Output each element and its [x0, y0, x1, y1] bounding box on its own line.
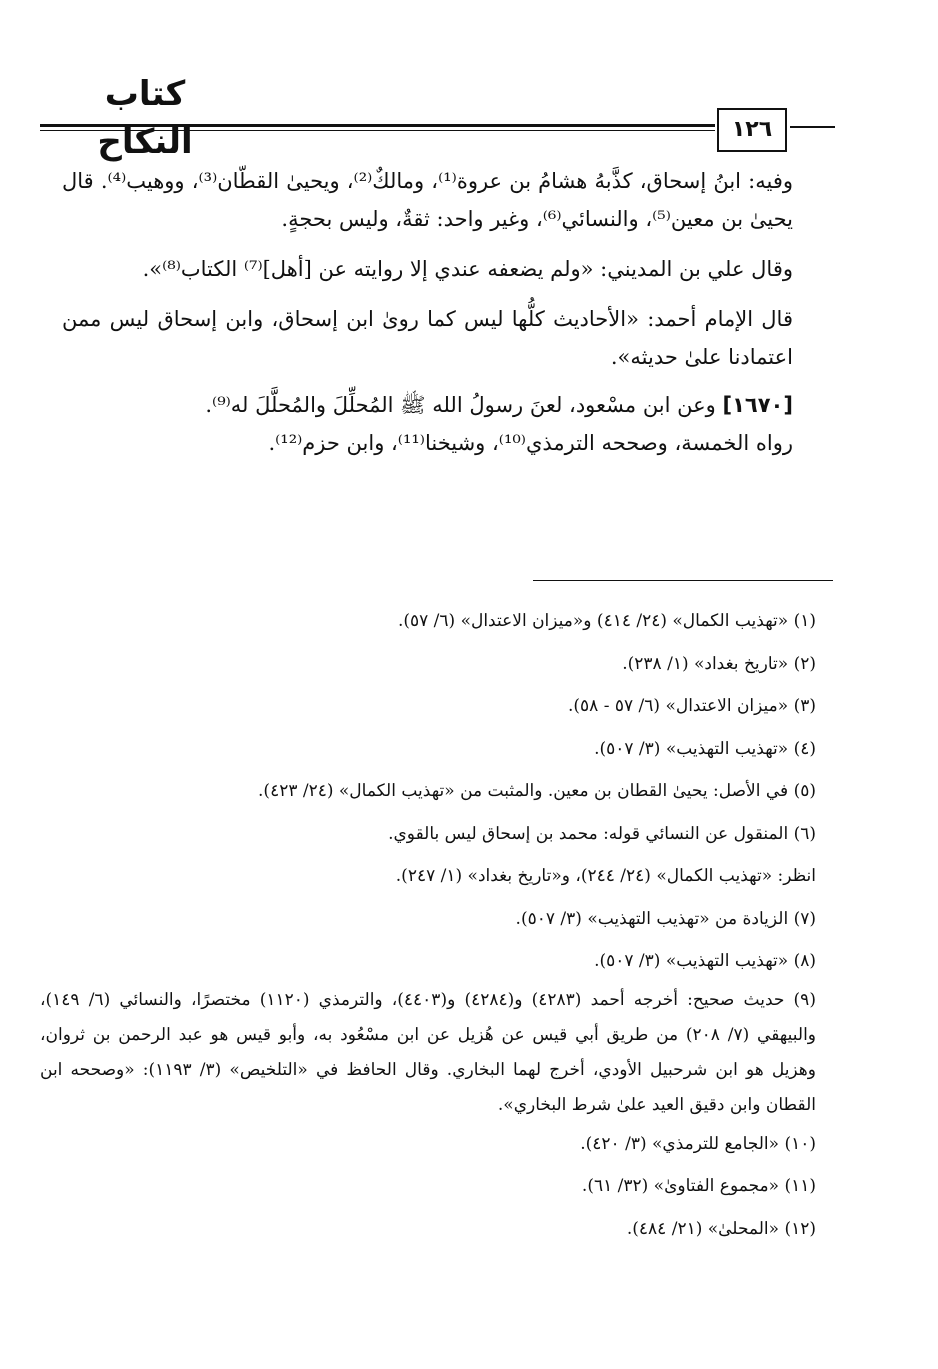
header-rule-right [790, 126, 835, 128]
footnote: (٣) «ميزان الاعتدال» (٦/ ٥٧ - ٥٨). [568, 696, 816, 716]
main-text [62, 162, 838, 462]
running-header-title: كتاب النكاح [97, 74, 193, 162]
header-rule-thick [40, 124, 715, 127]
hadith-paragraph [62, 386, 838, 424]
footnote: (٩) حديث صحيح: أخرجه أحمد (٤٢٨٣) و(٤٢٨٤) و(٤٤٠٣)، والترمذي (١١٢٠) مختصرًا، والنسائي (٦/ ١٤٩)، والبيهقي (٧/ ٢٠٨) من طريق أبي قيس عن هُزيل عن ابن مسْعُود به، وأبو قيس هو عبد الرحمن بن ثروان، وهزيل هو ابن شرحبيل الأودي، أخرج لهما البخاري. وقال الحافظ في «التلخيص» (٣/ ١١٩٣): «وصححه ابن القطان وابن دقيق العيد علىٰ شرط البخاري». [40, 989, 816, 1115]
paragraph: رواه الخمسة، وصححه الترمذي⁽¹⁰⁾، وشيخنا⁽¹¹⁾، وابن حزم⁽¹²⁾. [268, 431, 793, 455]
footnote: (٤) «تهذيب التهذيب» (٣/ ٥٠٧). [594, 738, 816, 759]
footnote-separator [533, 580, 833, 581]
footnote: (١٢) «المحلىٰ» (٢١/ ٤٨٤). [626, 1218, 816, 1239]
footnote: (٧) الزيادة من «تهذيب التهذيب» (٣/ ٥٠٧). [515, 908, 816, 929]
hadith-text: وعن ابن مسْعود، لعنَ رسولُ الله ﷺ المُحلِّلَ والمُحلَّلَ له⁽⁹⁾. [205, 393, 723, 417]
footnotes [40, 600, 838, 1250]
header-rule-thin [40, 130, 715, 131]
footnote: (٦) المنقول عن النسائي قوله: محمد بن إسحاق ليس بالقوي. [388, 823, 816, 844]
paragraph: وقال علي بن المديني: «ولم يضعفه عندي إلا روايته عن [أهل]⁽⁷⁾ الكتاب⁽⁸⁾». [142, 257, 793, 281]
footnote: (١٠) «الجامع للترمذي» (٣/ ٤٢٠). [580, 1133, 816, 1154]
footnote: (٢) «تاريخ بغداد» (١/ ٢٣٨). [622, 653, 816, 674]
hadith-number: [١٦٧٠] [722, 393, 793, 417]
page-number: ١٢٦ [717, 108, 787, 152]
footnote: انظر: «تهذيب الكمال» (٢٤/ ٢٤٤)، و«تاريخ بغداد» (١/ ٢٤٧). [395, 866, 816, 886]
footnote: (١١) «مجموع الفتاوىٰ» (٣٢/ ٦١). [581, 1176, 816, 1196]
footnote: (١) «تهذيب الكمال» (٢٤/ ٤١٤) و«ميزان الاعتدال» (٦/ ٥٧). [397, 611, 816, 631]
footnote: (٥) في الأصل: يحيىٰ القطان بن معين. والمثبت من «تهذيب الكمال» (٢٤/ ٤٢٣). [258, 781, 816, 801]
paragraph: وفيه: ابنُ إسحاق، كذَّبهُ هشامُ بن عروة⁽¹⁾، ومالكٌ⁽²⁾، ويحيىٰ القطّان⁽³⁾، ووهيب⁽⁴⁾. قال يحيىٰ بن معين⁽⁵⁾، والنسائي⁽⁶⁾، وغير واحد: ثقةٌ، وليس بحجةٍ. [62, 169, 793, 231]
paragraph: قال الإمام أحمد: «الأحاديث كلُّها ليس كما روىٰ ابن إسحاق، وابن إسحاق ليس ممن اعتمادنا علىٰ حديثه». [62, 307, 793, 369]
footnote: (٨) «تهذيب التهذيب» (٣/ ٥٠٧). [594, 951, 816, 971]
